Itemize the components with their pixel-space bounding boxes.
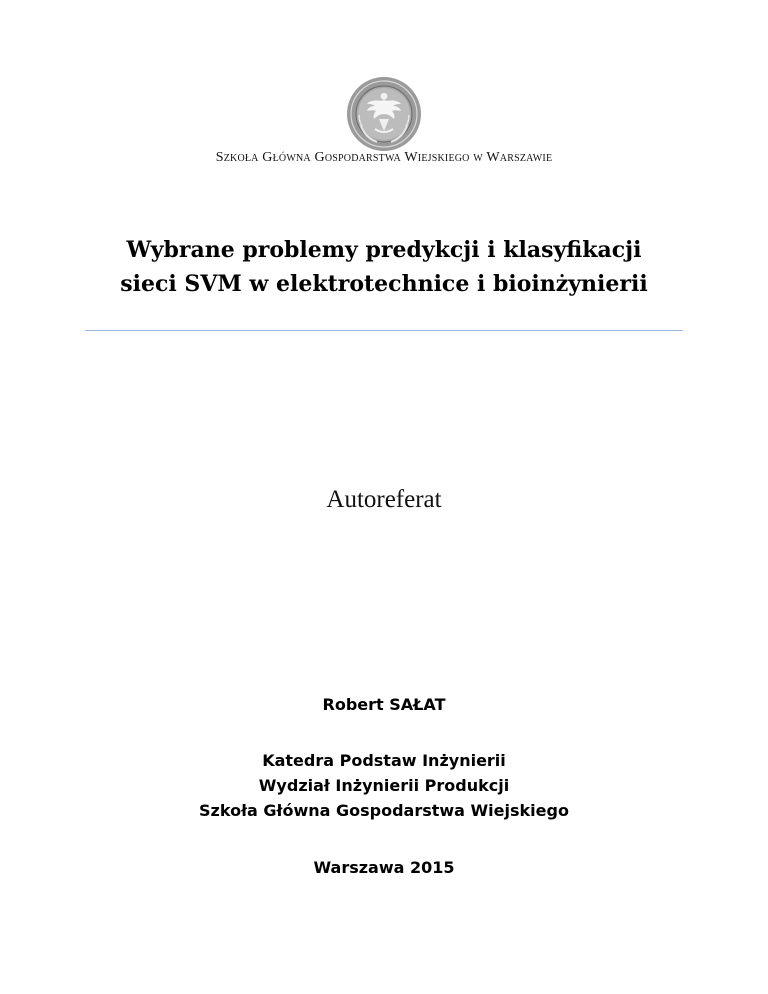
document-title (0, 233, 768, 301)
place-and-year: Warszawa 2015 (313, 858, 455, 877)
author-affiliation (0, 748, 768, 823)
affiliation-faculty: Wydział Inżynierii Produkcji (258, 776, 510, 795)
title-line-2: sieci SVM w elektrotechnice i bioinżynierii (120, 271, 648, 297)
title-divider (85, 330, 683, 331)
university-name-header: Szkoła Główna Gospodarstwa Wiejskiego w Warszawie (215, 150, 553, 165)
affiliation-university: Szkoła Główna Gospodarstwa Wiejskiego (199, 801, 569, 820)
university-seal-icon (345, 75, 423, 153)
title-line-1: Wybrane problemy predykcji i klasyfikacji (126, 237, 642, 263)
document-type: Autoreferat (326, 486, 442, 513)
author-name: Robert SAŁAT (322, 695, 446, 714)
affiliation-department: Katedra Podstaw Inżynierii (262, 751, 506, 770)
